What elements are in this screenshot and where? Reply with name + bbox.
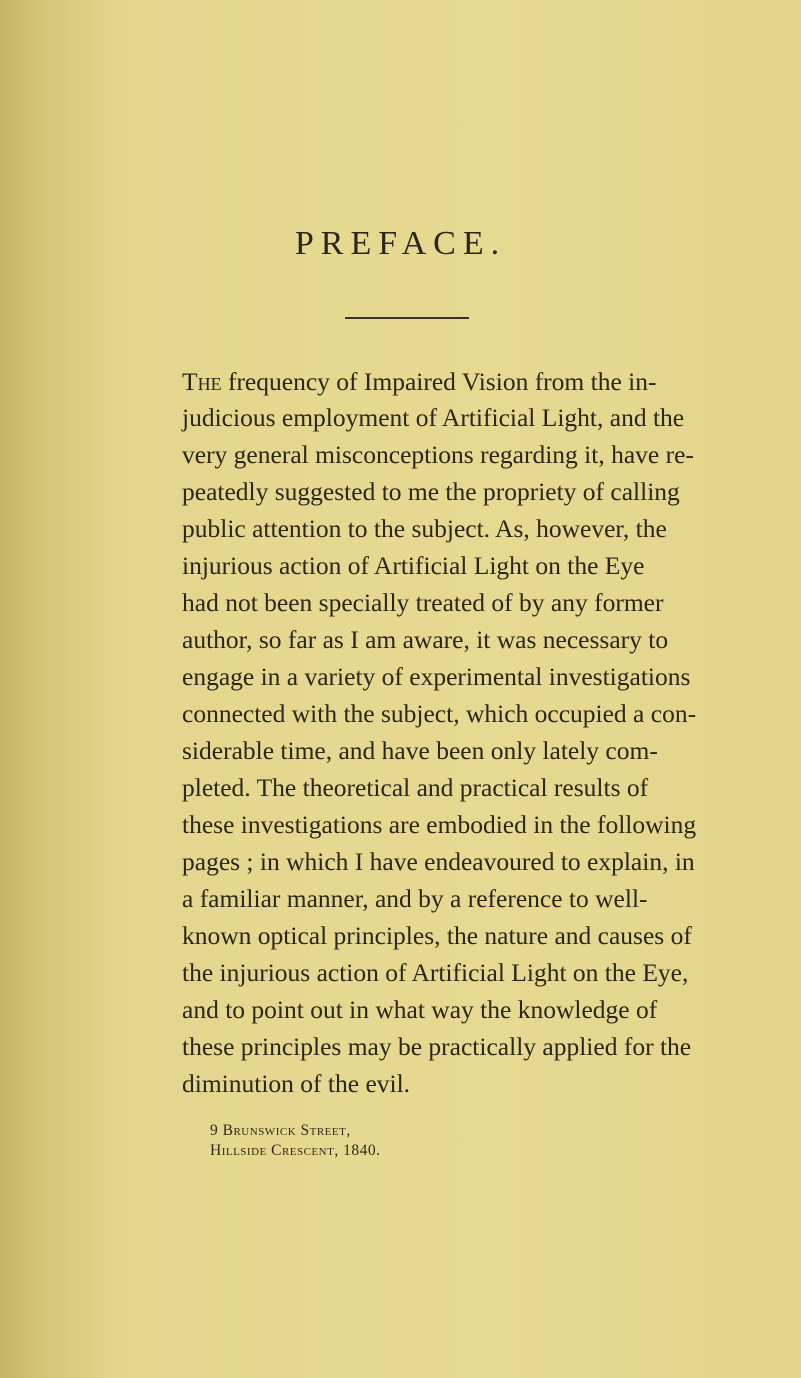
paragraph-line-17: the injurious action of Artificial Light on the Eye,	[182, 958, 689, 987]
paragraph-line-1	[182, 367, 657, 397]
paragraph-line-18: and to point out in what way the knowledge of	[182, 995, 658, 1024]
paragraph-line-8: author, so far as I am aware, it was necessary to	[182, 625, 669, 654]
paragraph-line-11: siderable time, and have been only lately com-	[182, 736, 658, 765]
paragraph-line-16: known optical principles, the nature and causes of	[182, 921, 692, 950]
title-divider-rule	[345, 317, 469, 319]
paragraph-line-2: judicious employment of Artificial Light, and the	[182, 403, 685, 432]
paragraph-line-15: a familiar manner, and by a reference to well-	[182, 884, 648, 913]
lead-word: The	[182, 367, 222, 396]
paragraph-line-3: very general misconceptions regarding it, have re-	[182, 440, 694, 469]
line-text: frequency of Impaired Vision from the in-	[221, 367, 657, 396]
paragraph-line-14: pages ; in which I have endeavoured to explain, in	[182, 847, 695, 876]
paragraph-line-12: pleted. The theoretical and practical results of	[182, 773, 649, 802]
page-title: PREFACE.	[294, 225, 507, 262]
address-line-2: Hillside Crescent, 1840.	[210, 1142, 381, 1159]
paragraph-line-20: diminution of the evil.	[182, 1069, 411, 1098]
paragraph-line-19: these principles may be practically applied for the	[182, 1032, 692, 1061]
paragraph-line-5: public attention to the subject. As, however, the	[182, 514, 667, 543]
address-line-1: 9 Brunswick Street,	[210, 1122, 351, 1139]
paragraph-line-13: these investigations are embodied in the following	[182, 810, 697, 839]
paragraph-line-10: connected with the subject, which occupied a con-	[182, 699, 697, 728]
paragraph-line-7: had not been specially treated of by any former	[182, 588, 664, 617]
paragraph-line-6: injurious action of Artificial Light on the Eye	[182, 551, 645, 580]
paragraph-line-9: engage in a variety of experimental investigations	[182, 662, 691, 691]
paragraph-line-4: peatedly suggested to me the propriety of calling	[182, 477, 680, 506]
